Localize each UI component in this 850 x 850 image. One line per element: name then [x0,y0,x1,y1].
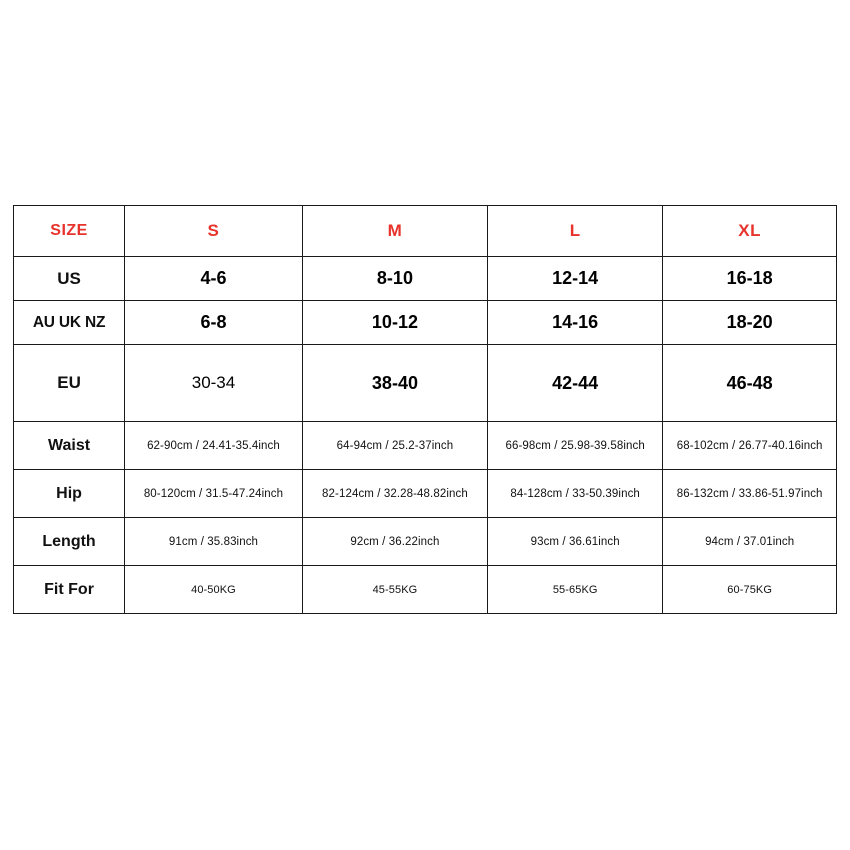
cell-waist-l: 66-98cm / 25.98-39.58inch [488,422,663,470]
cell-hip-xl: 86-132cm / 33.86-51.97inch [663,470,837,518]
header-cell-l: L [488,206,663,257]
cell-waist-xl: 68-102cm / 26.77-40.16inch [663,422,837,470]
cell-eu-m: 38-40 [302,345,487,422]
cell-us-xl: 16-18 [663,257,837,301]
cell-length-xl: 94cm / 37.01inch [663,518,837,566]
cell-au-l: 14-16 [488,301,663,345]
cell-au-m: 10-12 [302,301,487,345]
row-label-au-uk-nz: AU UK NZ [14,301,125,345]
cell-length-m: 92cm / 36.22inch [302,518,487,566]
table-row [14,257,837,301]
table-row [14,301,837,345]
cell-waist-s: 62-90cm / 24.41-35.4inch [125,422,303,470]
header-cell-xl: XL [663,206,837,257]
row-label-eu: EU [14,345,125,422]
table-header-row [14,206,837,257]
cell-length-s: 91cm / 35.83inch [125,518,303,566]
cell-fit-l: 55-65KG [488,566,663,614]
cell-hip-m: 82-124cm / 32.28-48.82inch [302,470,487,518]
cell-eu-l: 42-44 [488,345,663,422]
row-label-waist: Waist [14,422,125,470]
cell-au-xl: 18-20 [663,301,837,345]
row-label-hip: Hip [14,470,125,518]
table-row [14,422,837,470]
cell-us-l: 12-14 [488,257,663,301]
row-label-fit-for: Fit For [14,566,125,614]
cell-us-m: 8-10 [302,257,487,301]
cell-eu-s: 30-34 [125,345,303,422]
header-cell-size: SIZE [14,206,125,257]
cell-fit-m: 45-55KG [302,566,487,614]
cell-length-l: 93cm / 36.61inch [488,518,663,566]
header-cell-s: S [125,206,303,257]
size-chart-table [13,205,837,614]
table-row [14,566,837,614]
row-label-us: US [14,257,125,301]
cell-fit-xl: 60-75KG [663,566,837,614]
cell-eu-xl: 46-48 [663,345,837,422]
cell-hip-l: 84-128cm / 33-50.39inch [488,470,663,518]
cell-au-s: 6-8 [125,301,303,345]
cell-waist-m: 64-94cm / 25.2-37inch [302,422,487,470]
row-label-length: Length [14,518,125,566]
cell-hip-s: 80-120cm / 31.5-47.24inch [125,470,303,518]
table-row [14,518,837,566]
cell-us-s: 4-6 [125,257,303,301]
size-chart-container [13,205,837,614]
table-row [14,470,837,518]
cell-fit-s: 40-50KG [125,566,303,614]
header-cell-m: M [302,206,487,257]
table-row [14,345,837,422]
